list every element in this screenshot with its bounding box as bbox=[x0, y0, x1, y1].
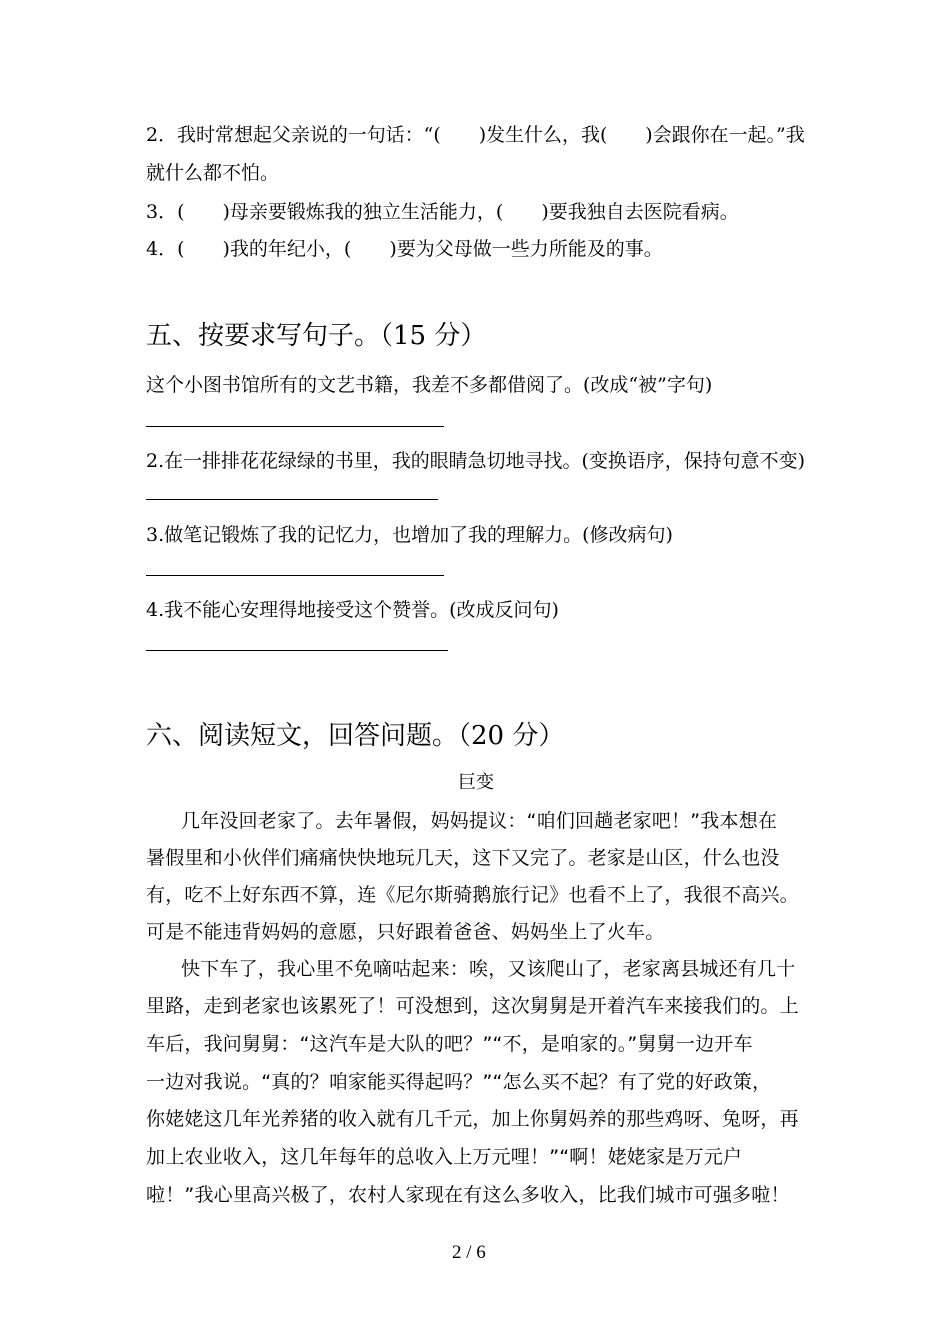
passage-line-2: 暑假里和小伙伴们痛痛快快地玩几天，这下又完了。老家是山区，什么也没 bbox=[146, 847, 780, 869]
passage-line-3: 有，吃不上好东西不算，连《尼尔斯骑鹅旅行记》也看不上了，我很不高兴。 bbox=[146, 884, 799, 906]
passage-line-6: 里路，走到老家也该累死了！可没想到，这次舅舅是开着汽车来接我们的。上 bbox=[146, 995, 799, 1017]
rewrite-item-2: 2.在一排排花花绿绿的书里，我的眼睛急切地寻找。(变换语序，保持句意不变) bbox=[146, 450, 805, 472]
question-2-line-1: 2．我时常想起父亲说的一句话：“( )发生什么，我( )会跟你在一起。”我 bbox=[146, 124, 805, 146]
question-4: 4．( )我的年纪小，( )要为父母做一些力所能及的事。 bbox=[146, 238, 663, 260]
passage-line-8: 一边对我说。“真的？咱家能买得起吗？”“怎么买不起？有了党的好政策， bbox=[146, 1071, 772, 1093]
passage-line-5: 快下车了，我心里不免嘀咕起来：唉，又该爬山了，老家离县城还有几十 bbox=[181, 958, 796, 980]
rewrite-item-1: 这个小图书馆所有的文艺书籍，我差不多都借阅了。(改成“被”字句) bbox=[146, 374, 713, 396]
passage-line-10: 加上农业收入，这几年每年的总收入上万元哩！”“啊！姥姥家是万元户 bbox=[146, 1146, 743, 1168]
passage-line-9: 你姥姥这几年光养猪的收入就有几千元，加上你舅妈养的那些鸡呀、兔呀，再 bbox=[146, 1108, 799, 1130]
answer-line-4[interactable] bbox=[146, 650, 448, 651]
passage-line-4: 可是不能违背妈妈的意愿，只好跟着爸爸、妈妈坐上了火车。 bbox=[146, 921, 665, 943]
answer-line-2[interactable] bbox=[146, 499, 438, 500]
page-number: 2 / 6 bbox=[452, 1242, 486, 1263]
passage-line-1: 几年没回老家了。去年暑假，妈妈提议：“咱们回趟老家吧！”我本想在 bbox=[181, 810, 778, 832]
answer-line-1[interactable] bbox=[146, 426, 444, 427]
question-3: 3．( )母亲要锻炼我的独立生活能力，( )要我独自去医院看病。 bbox=[146, 201, 739, 223]
section-6-heading: 六、阅读短文，回答问题。（20 分） bbox=[146, 721, 565, 751]
answer-line-3[interactable] bbox=[146, 575, 444, 576]
passage-line-11: 啦！”我心里高兴极了，农村人家现在有这么多收入，比我们城市可强多啦！ bbox=[146, 1184, 790, 1206]
passage-title: 巨变 bbox=[458, 772, 494, 793]
section-5-heading: 五、按要求写句子。（15 分） bbox=[146, 321, 487, 351]
rewrite-item-3: 3.做笔记锻炼了我的记忆力，也增加了我的理解力。(修改病句) bbox=[146, 524, 673, 546]
question-2-line-2: 就什么都不怕。 bbox=[146, 162, 280, 184]
passage-line-7: 车后，我问舅舅：“这汽车是大队的吧？”“不，是咱家的。”舅舅一边开车 bbox=[146, 1033, 753, 1055]
rewrite-item-4: 4.我不能心安理得地接受这个赞誉。(改成反问句) bbox=[146, 599, 559, 621]
